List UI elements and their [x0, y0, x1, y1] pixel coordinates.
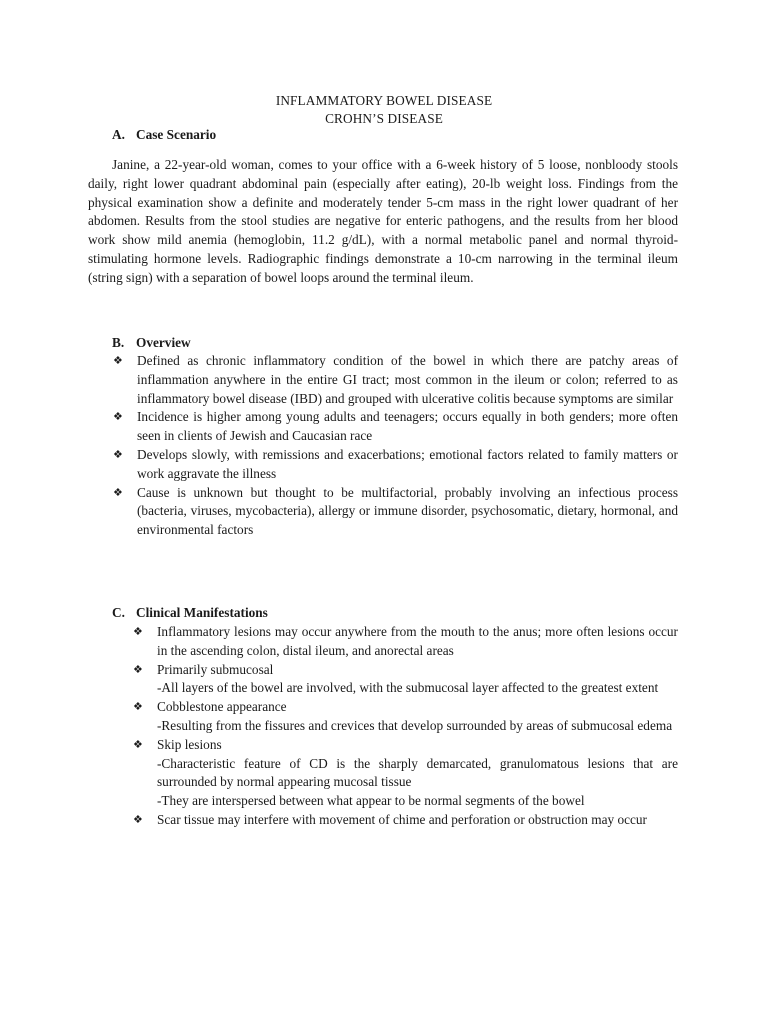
section-c-label: C.	[112, 605, 125, 620]
diamond-bullet-icon: ❖	[133, 813, 143, 826]
section-c-title: Clinical Manifestations	[136, 605, 268, 620]
list-item: ❖ Inflammatory lesions may occur anywhere from the mouth to the anus; more often lesions occur in the ascending colon, distal ileum, and anorectal areas	[133, 624, 678, 658]
sub-note: -Characteristic feature of CD is the sharply demarcated, granulomatous lesions that are surrounded by normal appearing mucosal tissue	[157, 755, 678, 790]
diamond-bullet-icon: ❖	[113, 355, 123, 367]
case-scenario-paragraph: Janine, a 22-year-old woman, comes to your office with a 6-week history of 5 loose, nonbloody stools daily, right lower quadrant abdominal pain (especially after eating), 20-lb weight loss. Findings from the physical examination show a definite and moderately tender 5-cm mass in the right lower quadrant of her abdomen. Results from the stool studies are negative for enteric pathogens, and the results from her blood work show mild anemia (hemoglobin, 11.2 g/dL), with a normal metabolic panel and normal thyroid-stimulating hormone levels. Radiographic findings demonstrate a 10-cm narrowing in the terminal ileum (string sign) with a separation of bowel loops around the terminal ileum.	[88, 157, 678, 285]
list-item: ❖ Defined as chronic inflammatory condition of the bowel in which there are patchy areas of inflammation anywhere in the entire GI tract; most common in the ileum or colon; referred to as inflammatory bowel disease (IBD) and grouped with ulcerative colitis because symptoms are similar	[113, 353, 678, 406]
list-item: ❖ Cobblestone appearance -Resulting from the fissures and crevices that develop surrounded by areas of submucosal edema	[133, 698, 678, 736]
diamond-bullet-icon: ❖	[133, 626, 143, 638]
overview-list	[113, 352, 678, 540]
sub-note: -Resulting from the fissures and crevices that develop surrounded by areas of submucosal edema	[157, 717, 673, 733]
clinical-manifestations-list	[133, 623, 678, 830]
section-a-label: A.	[112, 127, 125, 142]
list-item: ❖ Primarily submucosal -All layers of the bowel are involved, with the submucosal layer affected to the greatest extent	[133, 661, 678, 699]
sub-note: -They are interspersed between what appear to be normal segments of the bowel	[157, 793, 585, 809]
section-a-heading	[112, 126, 216, 145]
section-b-label: B.	[112, 335, 125, 350]
section-b-title: Overview	[136, 335, 191, 350]
document-title: INFLAMMATORY BOWEL DISEASE	[275, 93, 493, 108]
diamond-bullet-icon: ❖	[113, 411, 123, 424]
diamond-bullet-icon: ❖	[133, 663, 143, 676]
document-subtitle: CROHN’S DISEASE	[325, 111, 443, 126]
section-a-title: Case Scenario	[136, 127, 217, 142]
list-item: ❖ Incidence is higher among young adults and teenagers; occurs equally in both genders; more often seen in clients of Jewish and Caucasian race	[113, 409, 678, 444]
section-b-heading	[112, 334, 191, 353]
diamond-bullet-icon: ❖	[113, 486, 123, 499]
list-item: ❖ Scar tissue may interfere with movement of chime and perforation or obstruction may occur	[133, 811, 678, 830]
diamond-bullet-icon: ❖	[133, 701, 143, 714]
list-item: ❖ Skip lesions -Characteristic feature of CD is the sharply demarcated, granulomatous lesions that are surrounded by normal appearing mucosal tissue -They are interspersed between what appear to be normal segments of the bowel	[133, 736, 678, 811]
list-item: ❖ Develops slowly, with remissions and exacerbations; emotional factors related to family matters or work aggravate the illness	[113, 446, 678, 481]
diamond-bullet-icon: ❖	[133, 738, 143, 751]
sub-note: -All layers of the bowel are involved, with the submucosal layer affected to the greatest extent	[157, 680, 659, 696]
section-c-heading	[112, 604, 268, 623]
list-item: ❖ Cause is unknown but thought to be multifactorial, probably involving an infectious process (bacteria, viruses, mycobacteria), allergy or immune disorder, psychosomatic, dietary, hormonal, and environmental factors	[113, 484, 678, 538]
diamond-bullet-icon: ❖	[113, 448, 123, 461]
